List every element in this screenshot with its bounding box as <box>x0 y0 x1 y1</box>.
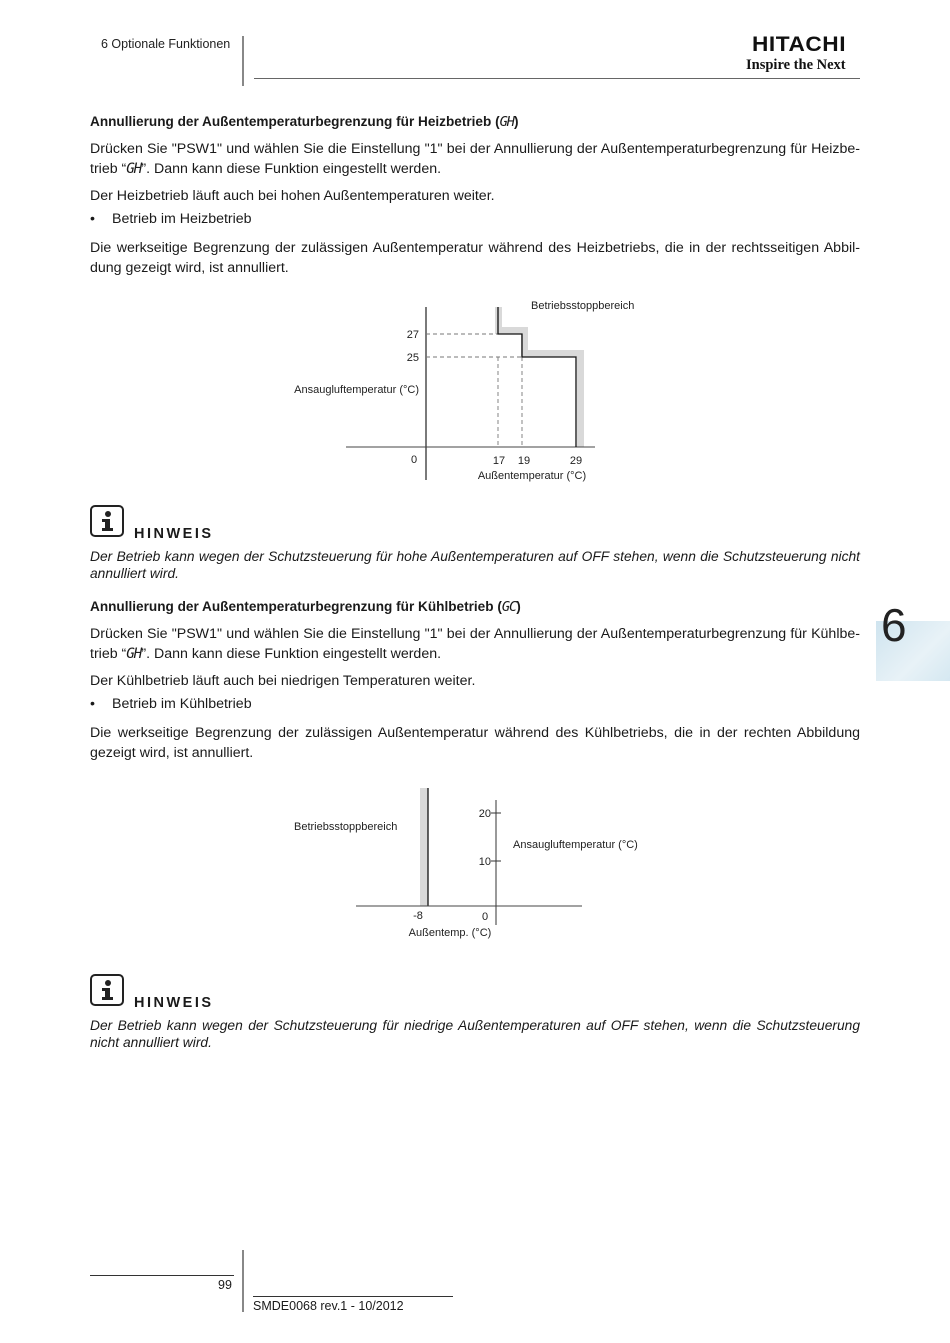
x-axis-label: Außentemp. (°C) <box>408 927 492 939</box>
display-code: GH <box>126 645 142 662</box>
stop-region-label: Betriebsstoppbereich <box>531 300 635 312</box>
y-tick-10: 10 <box>478 856 491 868</box>
cooling-limit-chart <box>280 780 660 945</box>
note1-text: Der Betrieb kann wegen der Schutzsteuerung für hohe Außentemperaturen auf OFF stehen, wenn die Schutzsteuerung nicht annulliert wird. <box>90 549 860 581</box>
x-tick-neg8: -8 <box>413 910 423 922</box>
y-tick-20: 20 <box>478 808 491 820</box>
footer-divider <box>242 1250 244 1312</box>
footer-rule-left <box>90 1275 234 1276</box>
section2-paragraph-1: Drücken Sie "PSW1" und wählen Sie die Einstellung "1" bei der Annullierung der Außentemperaturbegrenzung für Kühlbe-trieb “GH”. Dann kann diese Funktion eingestellt werden. <box>90 626 860 662</box>
hitachi-logo: HITACHI <box>752 33 847 56</box>
section1-heading: Annullierung der Außentemperaturbegrenzung für Heizbetrieb (GH) <box>90 114 519 130</box>
footer-rule-right <box>253 1296 453 1297</box>
y-axis-label: Ansaugluftemperatur (°C) <box>513 839 638 851</box>
stop-region-label: Betriebsstoppbereich <box>294 821 398 833</box>
section1-bullet: • Betrieb im Heizbetrieb <box>90 211 252 227</box>
logo-tagline: Inspire the Next <box>746 57 846 73</box>
info-icon <box>90 974 124 1006</box>
page-number: 99 <box>218 1278 232 1292</box>
info-icon <box>90 505 124 537</box>
stop-region-shading <box>495 307 584 447</box>
heating-limit-chart <box>280 295 660 490</box>
x-tick-19: 19 <box>517 455 531 467</box>
chapter-tab-number: 6 <box>881 599 907 651</box>
stop-region-shading <box>420 788 428 906</box>
y-tick-27: 27 <box>406 329 419 341</box>
x-axis-label: Außentemperatur (°C) <box>477 470 587 482</box>
display-code: GH <box>126 160 142 177</box>
section1-paragraph-2: Der Heizbetrieb läuft auch bei hohen Außentemperaturen weiter. <box>90 188 495 204</box>
x-tick-17: 17 <box>492 455 506 467</box>
display-code: GH <box>499 114 514 130</box>
y-tick-25: 25 <box>406 352 419 364</box>
note2-title: HINWEIS <box>134 995 214 1011</box>
document-id: SMDE0068 rev.1 - 10/2012 <box>253 1299 404 1313</box>
section2-paragraph-3: Die werkseitige Begrenzung der zulässigen Außentemperatur während des Kühlbetriebs, die in der rechten Abbildung gezeigt wird, ist annulliert. <box>90 725 860 761</box>
x-tick-29: 29 <box>569 455 583 467</box>
note1-title: HINWEIS <box>134 526 214 542</box>
header-divider <box>242 36 244 86</box>
y-axis-label: Ansaugluftemperatur (°C) <box>294 384 419 396</box>
display-code: GC <box>501 599 517 615</box>
origin-label: 0 <box>481 911 489 923</box>
origin-label: 0 <box>410 454 418 466</box>
section2-heading: Annullierung der Außentemperaturbegrenzung für Kühlbetrieb (GC) <box>90 599 521 615</box>
note2-text: Der Betrieb kann wegen der Schutzsteuerung für niedrige Außentemperaturen auf OFF stehen, wenn die Schutzsteuerung nicht annulliert wird. <box>90 1018 860 1050</box>
section1-paragraph-3: Die werkseitige Begrenzung der zulässigen Außentemperatur während des Heizbetriebs, die in der rechtsseitigen Abbil-dung gezeigt wird, ist annulliert. <box>90 240 860 276</box>
header-rule <box>254 78 860 79</box>
section-header: 6 Optionale Funktionen <box>101 37 231 51</box>
section2-bullet: • Betrieb im Kühlbetrieb <box>90 696 252 712</box>
section2-paragraph-2: Der Kühlbetrieb läuft auch bei niedrigen Temperaturen weiter. <box>90 673 476 689</box>
section1-paragraph-1: Drücken Sie "PSW1" und wählen Sie die Einstellung "1" bei der Annullierung der Außentemperaturbegrenzung für Heizbe-trieb “GH”. Dann kann diese Funktion eingestellt werden. <box>90 141 860 177</box>
